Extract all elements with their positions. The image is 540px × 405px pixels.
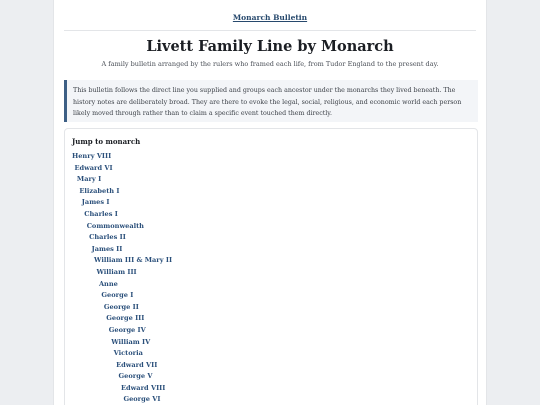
monarch-link[interactable]: George III <box>106 314 145 323</box>
intro-note-text: This bulletin follows the direct line you supplied and groups each ancestor under the monarchs they lived beneath. The history notes are deliberately broad. They are there to evoke the legal, social, religious, and economic world each person likely moved through rather than to claim a specific event touched them directly. <box>73 87 462 117</box>
monarch-link[interactable]: George VI <box>123 395 161 404</box>
bulletin-home-link[interactable]: Monarch Bulletin <box>232 13 308 22</box>
monarch-list-item <box>72 325 172 337</box>
monarch-list-item <box>72 360 172 372</box>
monarch-link[interactable]: Edward VIII <box>121 383 166 392</box>
monarch-list-item <box>72 394 172 405</box>
monarch-list-item <box>72 279 172 291</box>
monarch-list-item <box>72 174 172 186</box>
monarch-link[interactable]: Charles I <box>84 209 118 218</box>
monarch-list-item <box>72 313 172 325</box>
monarch-link[interactable]: James II <box>91 244 123 253</box>
monarch-link[interactable]: Edward VII <box>116 360 158 369</box>
monarch-list-item <box>72 371 172 383</box>
monarch-list-item <box>72 348 172 360</box>
jump-to-monarch-panel <box>64 128 478 405</box>
bulletin-page <box>53 0 487 405</box>
page-subtitle: A family bulletin arranged by the rulers who framed each life, from Tudor England to the present day. <box>101 60 439 68</box>
monarch-list-item <box>72 209 172 221</box>
monarch-list-item <box>72 383 172 395</box>
monarch-link[interactable]: Commonwealth <box>86 221 144 230</box>
monarch-link[interactable]: George IV <box>108 325 146 334</box>
monarch-list-item <box>72 197 172 209</box>
monarch-link[interactable]: Elizabeth I <box>79 186 120 195</box>
monarch-list-item <box>72 232 172 244</box>
monarch-link[interactable]: Edward VI <box>74 163 113 172</box>
monarch-list-item <box>72 255 172 267</box>
monarch-link[interactable]: Anne <box>98 279 118 288</box>
monarch-list-item <box>72 186 172 198</box>
monarch-link[interactable]: George I <box>101 291 134 300</box>
monarch-list-item <box>72 267 172 279</box>
monarch-link[interactable]: William IV <box>111 337 151 346</box>
monarch-link[interactable]: Victoria <box>113 349 143 358</box>
monarch-link[interactable]: James I <box>81 198 110 207</box>
monarch-link[interactable]: William III & Mary II <box>94 256 173 265</box>
jump-panel-title: Jump to monarch <box>72 137 141 146</box>
monarch-link[interactable]: Henry VIII <box>72 152 112 160</box>
monarch-link[interactable]: George V <box>118 372 153 381</box>
monarch-list-item <box>72 221 172 233</box>
monarch-list-item <box>72 290 172 302</box>
intro-note <box>64 80 478 122</box>
monarch-list-item <box>72 302 172 314</box>
monarch-list-item <box>72 151 172 163</box>
monarch-link[interactable]: Mary I <box>76 175 102 184</box>
page-title: Livett Family Line by Monarch <box>146 38 394 55</box>
monarch-list <box>72 151 172 405</box>
monarch-list-item <box>72 163 172 175</box>
monarch-link[interactable]: Charles II <box>89 233 126 242</box>
monarch-link[interactable]: George II <box>103 302 139 311</box>
monarch-list-item <box>72 337 172 349</box>
top-nav <box>64 0 476 31</box>
monarch-link[interactable]: William III <box>96 267 137 276</box>
monarch-list-item <box>72 244 172 256</box>
